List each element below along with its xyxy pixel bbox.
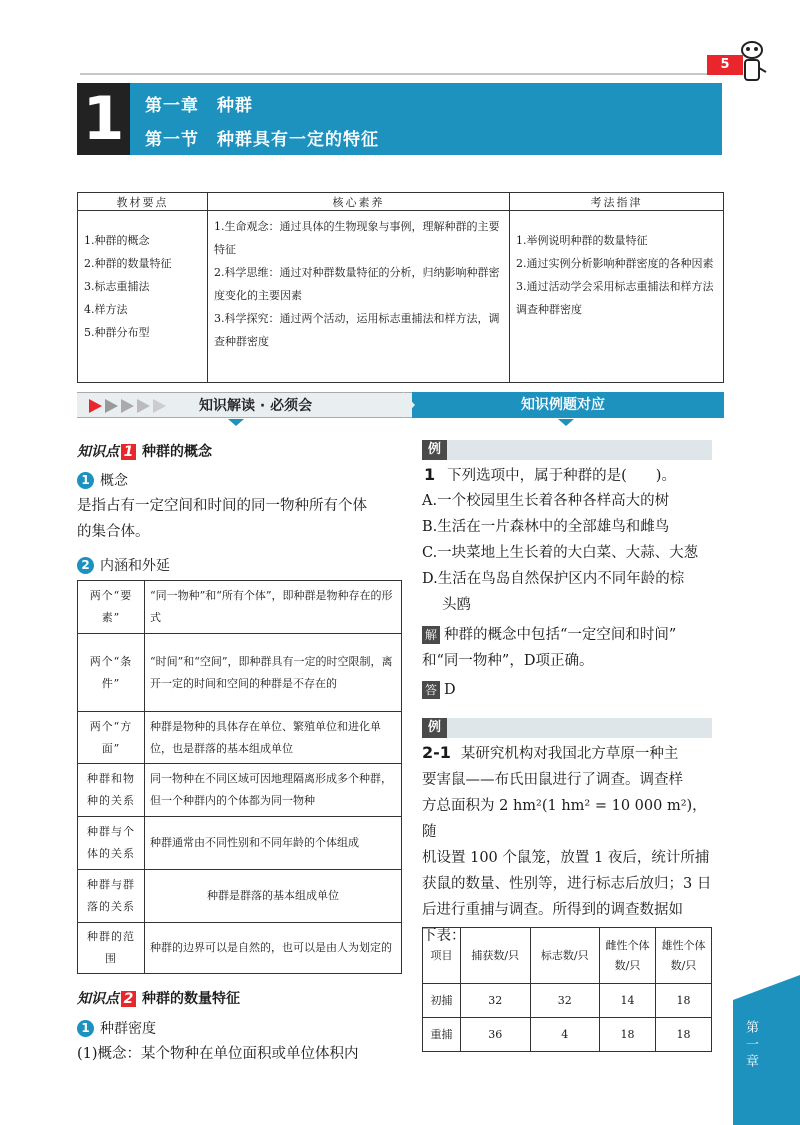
chapter-title: 第一章 种群 [145,96,253,116]
example-1-options [422,488,698,618]
section-title: 第一节 种群具有一定的特征 [145,130,379,150]
list-item: 3.标志重捕法 [84,280,150,293]
top-rule [80,73,720,75]
table-key: 两个“要素” [78,581,145,634]
example-tag: 例 [422,440,447,460]
list-item: 1.生命观念：通过具体的生物现象与事例，理解种群的主要特征 [214,220,500,256]
banner-right [409,392,724,418]
arrow-icon [89,399,102,413]
example-1-question: 1 下列选项中，属于种群的是( )。 [424,465,676,484]
example-bar-1 [422,440,712,460]
table-key: 种群与群落的关系 [78,870,145,923]
table-key: 两个“条件” [78,634,145,712]
table-value: 种群通常由不同性别和不同年龄的个体组成 [145,817,402,870]
solution: 解 种群的概念中包括“一定空间和时间” 和“同一物种”，D项正确。 [422,627,677,669]
table-value: “时间”和“空间”，即种群具有一定的时空限制，离开一定的时间和空间的种群是不存在的 [145,634,402,712]
table-header: 捕获数/只 [461,928,531,984]
summary-col-1 [78,211,208,383]
banner-divider [403,392,415,418]
summary-col-2 [208,211,510,383]
table-key: 两个“方面” [78,712,145,764]
list-item: 2.通过实例分析影响种群密度的各种因素 [516,257,714,270]
summary-header-1: 教材要点 [78,193,208,211]
table-header: 项目 [423,928,461,984]
table-key: 种群与个体的关系 [78,817,145,870]
table-value: 种群是物种的具体存在单位、繁殖单位和进化单位，也是群落的基本组成单位 [145,712,402,764]
knowledge-point-2: 知识点 2 种群的数量特征 [77,991,240,1007]
table-key: 种群和物种的关系 [78,764,145,817]
list-item: 3.通过活动学会采用标志重捕法和样方法调查种群密度 [516,280,714,316]
option-c: C.一块菜地上生长着的大白菜、大蒜、大葱 [422,545,699,561]
chapter-header [77,83,722,155]
summary-header-2: 核心素养 [208,193,510,211]
arrow-icon [105,399,118,413]
table-row: 初捕 32 32 14 18 [423,984,712,1018]
mascot-icon [737,38,767,88]
list-item: 1.种群的概念 [84,234,150,247]
banner-left-text: 知识解读 · 必须会 [199,398,313,414]
answer: 答 D [422,677,456,703]
arrow-icon [121,399,134,413]
summary-header-3: 考法指津 [510,193,724,211]
side-tab-label: 第一章 [743,1020,758,1071]
list-item: 2.种群的数量特征 [84,257,172,270]
arrow-icon [153,399,166,413]
list-item: 4.样方法 [84,303,128,316]
table-key: 种群的范围 [78,923,145,974]
table-value: “同一物种”和“所有个体”，即种群是物种存在的形式 [145,581,402,634]
subsection-concept: 1 概念 [77,470,128,490]
option-d: D.生活在鸟岛自然保护区内不同年龄的棕 [422,571,685,587]
arrow-icon [137,399,150,413]
solution-tag: 解 [422,626,440,644]
option-d-cont: 头鸥 [442,597,471,613]
table-value: 同一物种在不同区域可因地理隔离形成多个种群，但一个种群内的个体都为同一物种 [145,764,402,817]
option-a: A.一个校园里生长着各种各样高大的树 [422,493,670,509]
banner-left [77,392,412,418]
example-2-text: 2-1 某研究机构对我国北方草原一种主 要害鼠——布氏田鼠进行了调查。调查样 方总面积为 2 hm²(1 hm² = 10 000 m²)，随 机设置 100 个鼠笼，放置 1 夜后，统计所捕 获鼠的数量、性别等，进行标志后放归；3 日 后进行重捕与调查。所得到的调查数据如 下表： [422,743,712,944]
answer-tag: 答 [422,681,440,699]
example-bar-2 [422,718,712,738]
side-tab-corner [733,975,800,1000]
page-number: 5 [707,55,743,75]
concept-table [77,580,402,974]
table-header: 雄性个体数/只 [656,928,712,984]
table-row: 重捕 36 4 18 18 [423,1018,712,1052]
table-header: 标志数/只 [530,928,600,984]
knowledge-point-1: 知识点 1 种群的概念 [77,444,212,460]
notch-icon [558,419,574,426]
survey-data-table [422,927,712,1052]
banner-right-text: 知识例题对应 [521,397,605,413]
list-item: 5.种群分布型 [84,326,150,339]
table-value: 种群的边界可以是自然的，也可以是由人为划定的 [145,923,402,974]
subsection-density: 1 种群密度 [77,1018,156,1038]
section-banner [77,392,724,418]
list-item: 1.举例说明种群的数量特征 [516,234,648,247]
list-item: 3.科学探究：通过两个活动，运用标志重捕法和样方法，调查种群密度 [214,312,500,348]
table-value: 种群是群落的基本组成单位 [145,870,402,923]
example-tag: 例 [422,718,447,738]
summary-table [77,192,724,383]
chapter-number: 1 [77,83,130,155]
summary-col-3 [510,211,724,383]
option-b: B.生活在一片森林中的全部雄鸟和雌鸟 [422,519,670,535]
notch-icon [228,419,244,426]
side-chapter-tab [733,1000,800,1125]
table-header: 雌性个体数/只 [600,928,656,984]
concept-text: 是指占有一定空间和时间的同一物种所有个体 的集合体。 [77,498,367,540]
subsection-scope: 2 内涵和外延 [77,555,170,575]
list-item: 2.科学思维：通过对种群数量特征的分析，归纳影响种群密度变化的主要因素 [214,266,500,302]
density-text: (1)概念：某个物种在单位面积或单位体积内 [77,1046,359,1062]
